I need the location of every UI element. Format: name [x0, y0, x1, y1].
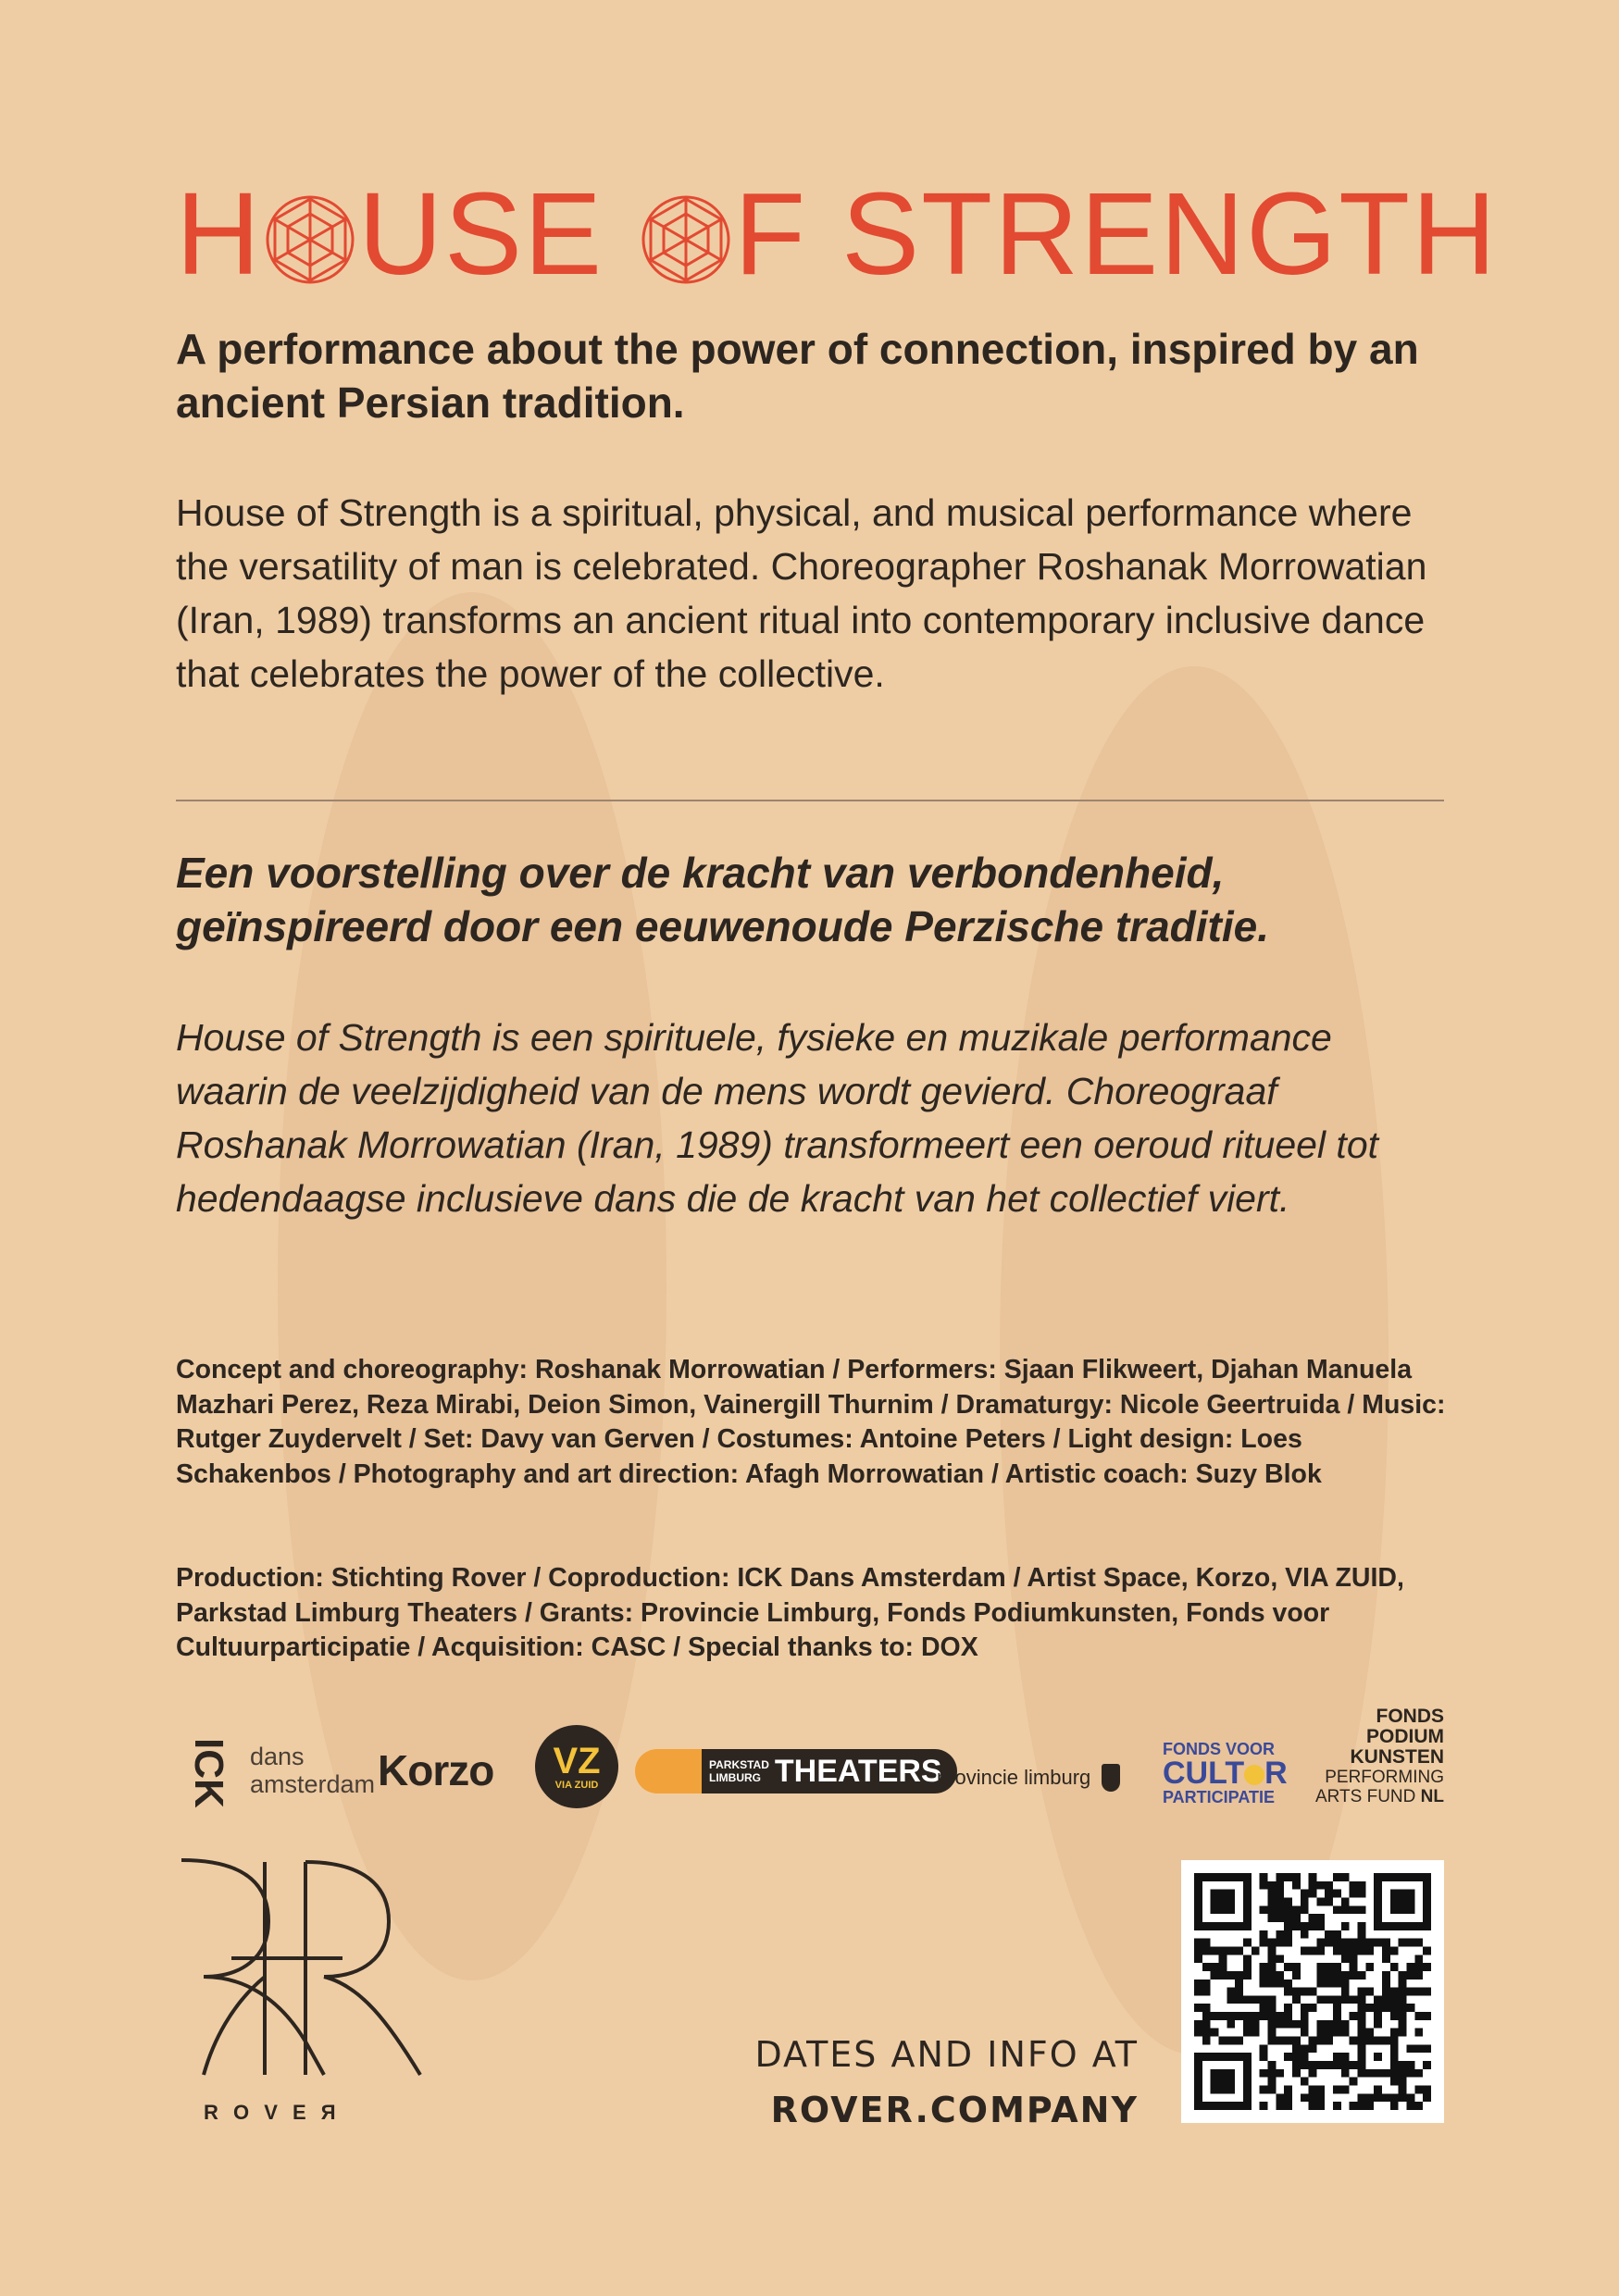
- ick-mark: ICK: [186, 1738, 231, 1808]
- english-body: House of Strength is a spiritual, physical, and musical performance where the versatility of man is celebrated. Choreographer Roshanak Morrowatian (Iran, 1989) transforms an ancient ritual into contemporary inclusive dance that celebrates the power of the collective.: [176, 491, 1427, 695]
- rover-wordmark: R O V E Я: [204, 2101, 341, 2124]
- cta-line1: DATES AND INFO AT: [754, 2034, 1139, 2075]
- cta-link[interactable]: ROVER.COMPANY: [770, 2090, 1139, 2130]
- dates-info: [731, 2027, 1139, 2138]
- provincie-limburg-logo: provincie limburg: [937, 1764, 1120, 1792]
- divider: [176, 800, 1444, 801]
- fonds-podiumkunsten-logo: FONDS PODIUM KUNSTEN PERFORMING ARTS FUND NL: [1315, 1706, 1444, 1806]
- ick-line2: amsterdam: [250, 1770, 376, 1798]
- credits-production: Production: Stichting Rover / Coproduction: ICK Dans Amsterdam / Artist Space, Korzo, VIA ZUID, Parkstad Limburg Theaters / Grants: Provincie Limburg, Fonds Podiumkunsten, Fonds voor Cultuurparticipatie / Acquisition: CASC / Special thanks to: DOX: [176, 1563, 1404, 1662]
- parkstad-limburg-theaters-logo: PARKSTAD LIMBURG THEATERS: [635, 1749, 957, 1793]
- korzo-logo: Korzo: [378, 1746, 494, 1794]
- ick-line1: dans: [250, 1743, 305, 1770]
- dutch-body: House of Strength is een spirituele, fysieke en muzikale performance waarin de veelzijdigheid van de mens wordt gevierd. Choreograaf Roshanak Morrowatian (Iran, 1989) transformeert een oeroud ritueel tot hedendaagse inclusieve dans die de kracht van het collectief viert.: [176, 1016, 1379, 1220]
- crest-icon: [1102, 1764, 1120, 1792]
- via-zuid-logo: VZ VIA ZUID: [535, 1725, 618, 1808]
- rover-logo: [176, 1856, 426, 2134]
- ick-dans-amsterdam-logo: [176, 1729, 375, 1812]
- english-lead: A performance about the power of connection, inspired by an ancient Persian tradition.: [176, 325, 1419, 427]
- credits-team: Concept and choreography: Roshanak Morrowatian / Performers: Sjaan Flikweert, Djahan Manuela Mazhari Perez, Reza Mirabi, Deion Simon, Vainergill Thurnim / Dramaturgy: Nicole Geertruida / Music: Rutger Zuydervelt / Set: Davy van Gerven / Costumes: Antoine Peters / Light design: Loes Schakenbos / Photography and art direction: Afagh Morrowatian / Artistic coach: Suzy Blok: [176, 1355, 1446, 1489]
- qr-code[interactable]: [1181, 1860, 1444, 2123]
- dutch-lead: Een voorstelling over de kracht van verbondenheid, geïnspireerd door een eeuwenoude Perzische traditie.: [176, 849, 1269, 950]
- fonds-cultuurparticipatie-logo: FONDS VOOR CULT R PARTICIPATIE: [1163, 1740, 1288, 1806]
- ornament-o-icon: [264, 188, 356, 280]
- ornament-o-icon: [640, 188, 732, 280]
- page-title: H USE F STRENGTH: [176, 168, 1499, 299]
